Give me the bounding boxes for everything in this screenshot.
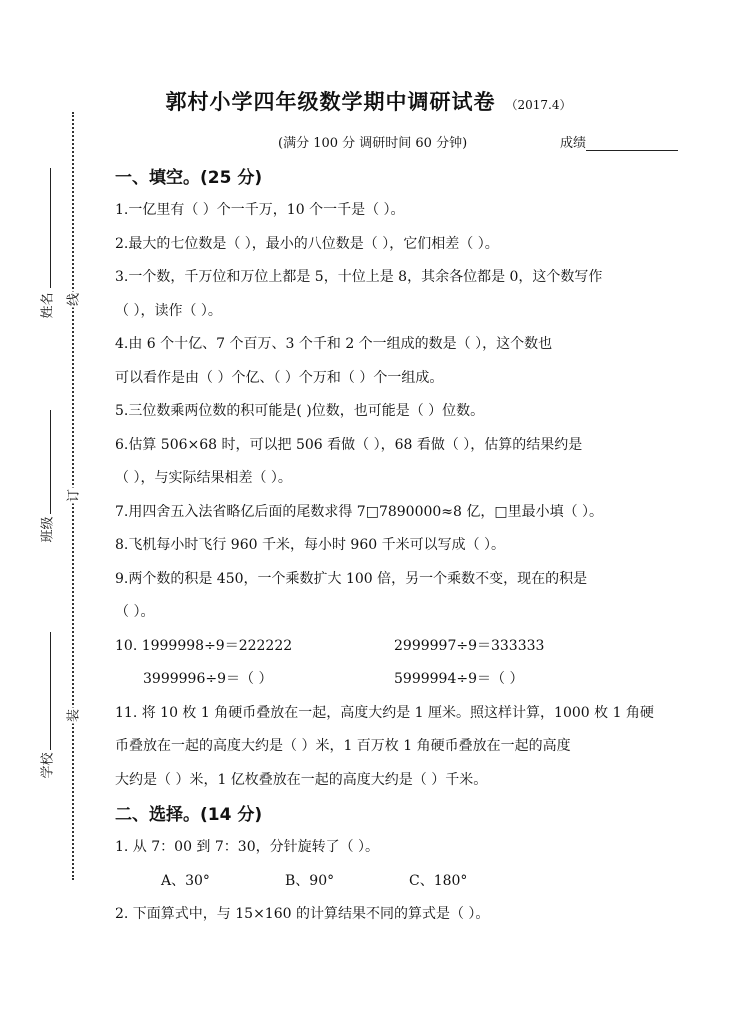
- section-choice: 二、选择。(14 分): [115, 805, 263, 825]
- exam-content: [115, 160, 705, 932]
- question-9-line-1: 9.两个数的积是 450，一个乘数扩大 100 倍，另一个乘数不变，现在的积是: [115, 570, 588, 587]
- question-1: 1.一亿里有（ ）个一千万，10 个一千是（ ）。: [115, 202, 405, 218]
- question-4-line-2: 可以看作是由（ ）个亿、（ ）个万和（ ）个一组成。: [115, 369, 444, 386]
- question-10-row-2: [115, 663, 705, 697]
- option-c[interactable]: C、180°: [409, 872, 468, 889]
- question-9-line-2: （ ）。: [115, 604, 155, 620]
- school-underline: [50, 632, 51, 750]
- question-6-line-2: （ ），与实际结果相差（ ）。: [115, 470, 292, 486]
- option-a[interactable]: A、30°: [161, 872, 210, 889]
- choice-question-1-options: [115, 865, 705, 899]
- question-7: 7.用四舍五入法省略亿后面的尾数求得 7□7890000≈8 亿，□里最小填（ ）。: [115, 503, 604, 520]
- option-b[interactable]: B、90°: [285, 872, 335, 889]
- question-10-eq-4: 5999994÷9＝（ ）: [394, 671, 524, 687]
- question-4-line-1: 4.由 6 个十亿、7 个百万、3 个千和 2 个一组成的数是（ ），这个数也: [115, 336, 553, 352]
- question-10-eq-1: 10. 1999998÷9＝222222: [115, 637, 293, 654]
- question-6-line-1: 6.估算 506×68 时，可以把 506 看做（ ），68 看做（ ），估算的结果约是: [115, 436, 583, 453]
- class-label: 班级: [40, 516, 56, 543]
- question-2: 2.最大的七位数是（ ），最小的八位数是（ ），它们相差（ ）。: [115, 235, 499, 252]
- question-11-line-2: 币叠放在一起的高度大约是（ ）米，1 百万枚 1 角硬币叠放在一起的高度: [115, 738, 571, 754]
- question-11-line-3: 大约是（ ）米，1 亿枚叠放在一起的高度大约是（ ）千米。: [115, 771, 488, 788]
- question-11-line-1: 11. 将 10 枚 1 角硬币叠放在一起，高度大约是 1 厘米。照这样计算，1000 枚 1 角硬: [115, 704, 654, 721]
- exam-title-text: 郭村小学四年级数学期中调研试卷: [165, 89, 496, 114]
- question-10-eq-2: 2999997÷9＝333333: [394, 637, 545, 654]
- choice-question-1: 1. 从 7：00 到 7：30，分针旋转了（ ）。: [115, 839, 380, 855]
- question-5: 5.三位数乘两位数的积可能是( )位数，也可能是（ ）位数。: [115, 403, 485, 419]
- choice-question-2: 2. 下面算式中，与 15×160 的计算结果不同的算式是（ ）。: [115, 906, 490, 922]
- binding-char-xian: 线: [63, 292, 82, 308]
- name-label: 姓名: [40, 292, 56, 319]
- exam-subtitle: (满分 100 分 调研时间 60 分钟): [278, 136, 468, 151]
- section-fill-in: 一、填空。(25 分): [115, 168, 263, 188]
- question-3-line-2: （ ），读作（ ）。: [115, 302, 222, 319]
- exam-date: （2017.4）: [505, 98, 572, 112]
- exam-title: [0, 86, 737, 116]
- question-10-row-1: [115, 630, 705, 664]
- question-8: 8.飞机每小时飞行 960 千米，每小时 960 千米可以写成（ ）。: [115, 537, 506, 553]
- question-3-line-1: 3.一个数，千万位和万位上都是 5，十位上是 8，其余各位都是 0，这个数写作: [115, 269, 603, 285]
- binding-char-ding: 订: [63, 488, 82, 504]
- binding-char-zhuang: 装: [63, 708, 82, 724]
- class-underline: [50, 410, 51, 514]
- name-underline: [50, 168, 51, 288]
- score-blank: [586, 136, 678, 151]
- score-label: 成绩: [560, 136, 587, 151]
- question-10-eq-3: 3999996÷9＝（ ）: [143, 671, 273, 687]
- school-label: 学校: [40, 752, 56, 779]
- score-field[interactable]: [560, 132, 678, 151]
